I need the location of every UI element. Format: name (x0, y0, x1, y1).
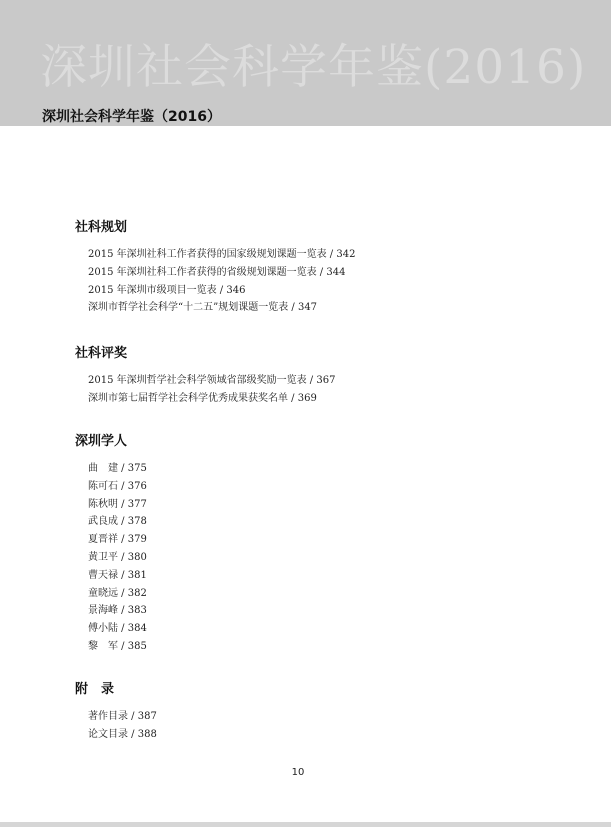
toc-item: 童晓远 / 382 (88, 587, 147, 599)
page-number: 10 (291, 767, 305, 778)
toc-section-awards (75, 346, 575, 408)
toc-item: 2015 年深圳社科工作者获得的国家级规划课题一览表 / 342 (88, 249, 356, 260)
toc-item: 景海峰 / 383 (88, 605, 147, 617)
toc-item: 著作目录 / 387 (88, 711, 157, 722)
toc-item: 黎 军 / 385 (88, 640, 147, 652)
toc-item: 夏晋祥 / 379 (88, 534, 147, 546)
header-band (0, 0, 611, 126)
toc-item: 深圳市第七届哲学社会科学优秀成果获奖名单 / 369 (88, 392, 317, 404)
toc-item: 武良成 / 378 (88, 516, 147, 528)
toc-item: 深圳市哲学社会科学“十二五”规划课题一览表 / 347 (88, 302, 318, 314)
toc-item: 曲 建 / 375 (88, 463, 147, 474)
book-title: 深圳社会科学年鉴（2016） (42, 109, 221, 125)
toc-item: 陈可石 / 376 (88, 480, 147, 492)
section-heading: 社科评奖 (75, 346, 128, 361)
toc-item: 2015 年深圳市级项目一览表 / 346 (88, 284, 246, 296)
toc-section-planning (75, 220, 575, 317)
toc-item: 2015 年深圳社科工作者获得的省级规划课题一览表 / 344 (88, 266, 346, 278)
toc-item: 黄卫平 / 380 (88, 551, 147, 563)
header-watermark: 深圳社会科学年鉴(2016) (40, 40, 587, 95)
toc-item: 傅小陆 / 384 (88, 623, 147, 635)
toc-item: 2015 年深圳哲学社会科学领域省部级奖励一览表 / 367 (88, 375, 336, 386)
toc-item: 论文目录 / 388 (88, 728, 157, 740)
toc-section-appendix (75, 682, 575, 744)
toc-item: 曹天禄 / 381 (88, 569, 147, 581)
section-heading: 附 录 (75, 682, 115, 697)
bottom-rule (0, 822, 611, 827)
section-heading: 社科规划 (75, 220, 128, 235)
toc-item: 陈秋明 / 377 (88, 498, 147, 510)
section-heading: 深圳学人 (75, 434, 128, 449)
toc-section-scholars (75, 434, 575, 656)
